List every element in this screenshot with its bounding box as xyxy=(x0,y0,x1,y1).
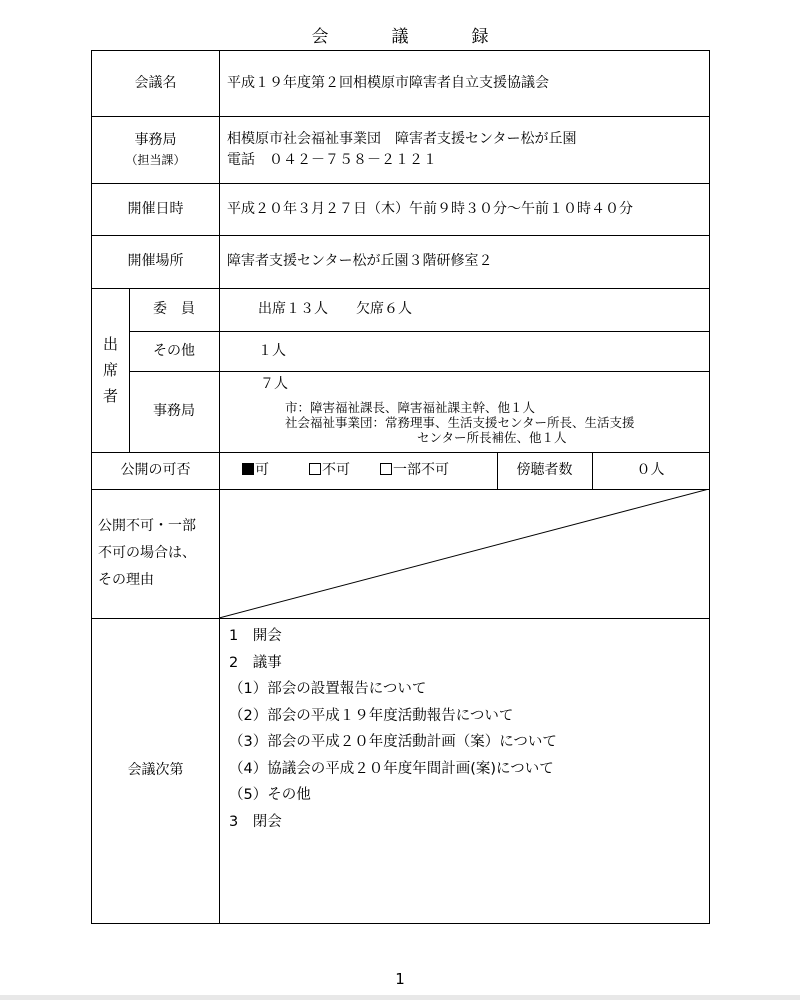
option-public[interactable] xyxy=(242,461,269,479)
attendance-group-label xyxy=(92,288,129,452)
office-note-corp-cont: センター所長補佐、他１人 xyxy=(417,430,567,445)
checkbox-empty-icon xyxy=(309,463,321,475)
others-value: １人 xyxy=(258,342,286,359)
agenda-item: 2 議事 xyxy=(229,654,282,671)
document-title xyxy=(0,22,800,47)
title-char: 会 xyxy=(311,27,329,47)
attendance-char: 席 xyxy=(102,361,118,379)
option-label: 不可 xyxy=(322,462,350,479)
meeting-name-label: 会議名 xyxy=(134,75,177,92)
agenda-list xyxy=(229,623,557,835)
agenda-item: （2）部会の平成１９年度活動報告について xyxy=(229,707,514,724)
agenda-item: （1）部会の設置報告について xyxy=(229,681,427,697)
agenda-item: （4）協議会の平成２０年度年間計画(案)について xyxy=(229,760,554,777)
attendance-char: 出 xyxy=(102,335,118,353)
footer-bar xyxy=(0,995,800,1000)
datetime-value: 平成２０年３月２７日（木）午前９時３０分～午前１０時４０分 xyxy=(227,200,633,217)
office-note-corp: 社会福祉事業団：常務理事、生活支援センター所長、生活支援 xyxy=(285,415,635,430)
secretariat-value-cell xyxy=(227,116,707,183)
office-note-city: 市：障害福祉課長、障害福祉課主幹、他１人 xyxy=(285,400,536,415)
agenda-item: 1 開会 xyxy=(229,628,282,644)
disclosure-label: 公開の可否 xyxy=(120,462,191,479)
reason-label-line: その理由 xyxy=(98,572,154,588)
secretariat-label: 事務局 xyxy=(134,131,177,148)
members-label: 委 員 xyxy=(153,301,195,318)
place-value: 障害者支援センター松が丘園３階研修室２ xyxy=(227,253,493,270)
office-count: ７人 xyxy=(260,376,288,392)
title-char: 議 xyxy=(391,27,409,47)
agenda-label: 会議次第 xyxy=(127,762,184,779)
option-label: 可 xyxy=(255,462,269,479)
agenda-item: （5）その他 xyxy=(229,787,311,803)
others-label: その他 xyxy=(153,342,195,359)
checkbox-empty-icon xyxy=(380,463,392,475)
secretariat-sublabel: （担当課） xyxy=(125,152,186,167)
datetime-label: 開催日時 xyxy=(127,200,184,217)
option-partial[interactable] xyxy=(380,461,449,479)
place-label: 開催場所 xyxy=(127,253,184,270)
meeting-name-value: 平成１９年度第２回相模原市障害者自立支援協議会 xyxy=(227,75,549,92)
audience-value: ０人 xyxy=(636,462,665,479)
agenda-item: （3）部会の平成２０年度活動計画（案）について xyxy=(229,734,557,750)
reason-label xyxy=(98,489,219,618)
audience-label: 傍聴者数 xyxy=(516,462,573,479)
members-value: 出席１３人 欠席６人 xyxy=(258,301,412,318)
attendance-char: 者 xyxy=(102,387,118,405)
page-number: 1 xyxy=(395,970,405,988)
disclosure-options xyxy=(242,452,497,489)
title-char: 録 xyxy=(471,27,489,47)
reason-label-line: 不可の場合は、 xyxy=(98,545,196,561)
office-label: 事務局 xyxy=(153,403,195,420)
option-private[interactable] xyxy=(309,461,350,479)
checkbox-checked-icon xyxy=(242,463,254,475)
secretariat-label-cell xyxy=(92,116,219,183)
secretariat-phone: 電話 ０４２－７５８－２１２１ xyxy=(227,152,437,168)
option-label: 一部不可 xyxy=(393,462,449,479)
minutes-table xyxy=(91,50,710,924)
reason-label-line: 公開不可・一部 xyxy=(98,518,196,534)
strike-diagonal xyxy=(219,489,709,618)
agenda-item: 3 閉会 xyxy=(229,813,282,830)
secretariat-org: 相模原市社会福祉事業団 障害者支援センター松が丘園 xyxy=(227,130,577,147)
